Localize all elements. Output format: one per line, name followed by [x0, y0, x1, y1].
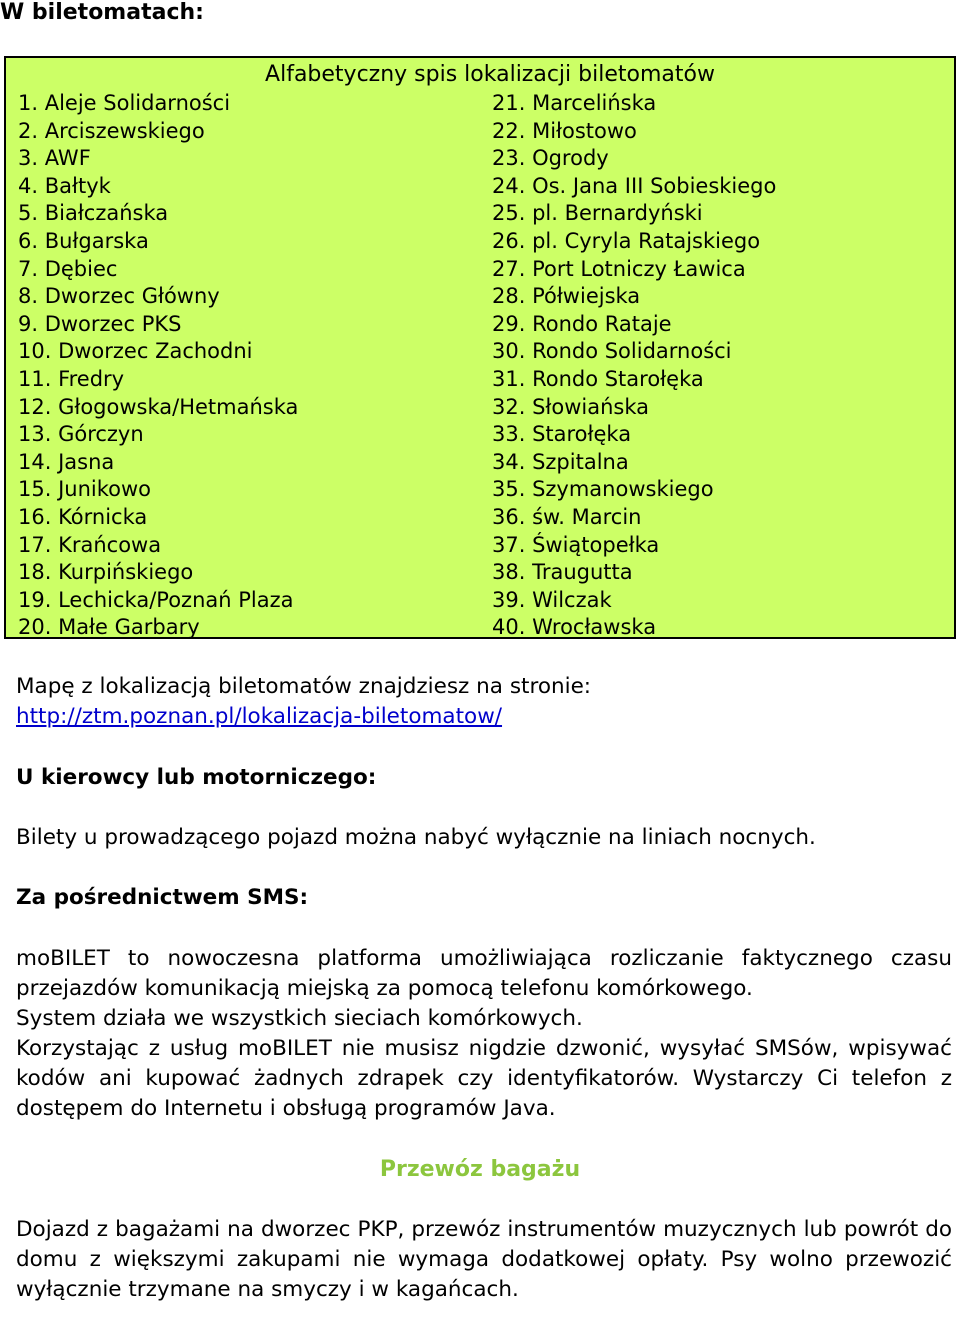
- location-item: 24. Os. Jana III Sobieskiego: [492, 173, 777, 198]
- location-item: 17. Krańcowa: [18, 532, 162, 557]
- location-item: 40. Wrocławska: [492, 615, 657, 640]
- location-item: 13. Górczyn: [18, 422, 144, 447]
- sms-paragraph-1: moBILET to nowoczesna platforma umożliwiająca rozliczanie faktycznego czasu przejazdów komunikacją miejską za pomocą telefonu komórkowego.: [16, 946, 952, 1001]
- sms-paragraph-3: Korzystając z usług moBILET nie musisz nigdzie dzwonić, wysyłać SMSów, wpisywać kodów ani kupować żadnych zdrapek czy identyfikatorów. Wystarczy Ci telefon z dostępem do Internetu i obsługą programów Java.: [16, 1036, 952, 1121]
- location-item: 20. Małe Garbary: [18, 615, 200, 640]
- location-item: 18. Kurpińskiego: [18, 560, 194, 585]
- location-item: 37. Świątopełka: [492, 532, 660, 557]
- location-item: 25. pl. Bernardyński: [492, 201, 703, 226]
- location-item: 38. Traugutta: [492, 560, 633, 585]
- location-item: 21. Marcelińska: [492, 91, 657, 115]
- location-item: 3. AWF: [18, 146, 91, 171]
- ticket-machine-locations-table: [4, 56, 956, 639]
- location-item: 12. Głogowska/Hetmańska: [18, 394, 299, 419]
- location-item: 11. Fredry: [18, 366, 125, 391]
- location-item: 9. Dworzec PKS: [18, 311, 182, 336]
- baggage-text: Dojazd z bagażami na dworzec PKP, przewóz instrumentów muzycznych lub powrót do domu z większymi zakupami nie wymaga dodatkowej opłaty. Psy wolno przewozić wyłącznie trzymane na smyczy i w kagańcach.: [16, 1217, 952, 1302]
- location-item: 26. pl. Cyryla Ratajskiego: [492, 228, 761, 253]
- location-item: 28. Półwiejska: [492, 284, 641, 309]
- location-item: 10. Dworzec Zachodni: [18, 339, 253, 364]
- driver-text: Bilety u prowadzącego pojazd można nabyć wyłącznie na liniach nocnych.: [16, 825, 816, 850]
- location-item: 19. Lechicka/Poznań Plaza: [18, 587, 294, 612]
- location-item: 31. Rondo Starołęka: [492, 366, 704, 391]
- location-item: 30. Rondo Solidarności: [492, 339, 732, 364]
- baggage-heading: Przewóz bagażu: [379, 1157, 581, 1182]
- location-item: 5. Białczańska: [18, 201, 169, 226]
- location-item: 34. Szpitalna: [492, 449, 629, 474]
- location-item: 4. Bałtyk: [18, 173, 111, 198]
- location-item: 7. Dębiec: [18, 256, 118, 281]
- location-item: 36. św. Marcin: [492, 504, 642, 529]
- location-item: 29. Rondo Rataje: [492, 311, 672, 336]
- map-link-line: [16, 702, 952, 732]
- location-item: 6. Bułgarska: [18, 228, 149, 253]
- map-info-text: Mapę z lokalizacją biletomatów znajdziesz na stronie:: [16, 674, 592, 699]
- driver-heading: U kierowcy lub motorniczego:: [16, 765, 377, 790]
- location-item: 23. Ogrody: [492, 146, 609, 171]
- locations-list-left: [18, 90, 298, 642]
- location-item: 2. Arciszewskiego: [18, 118, 205, 143]
- sms-paragraph-2: System działa we wszystkich sieciach komórkowych.: [16, 1006, 583, 1031]
- location-item: 27. Port Lotniczy Ławica: [492, 256, 746, 281]
- section-heading-ticket-machines: W biletomatach:: [0, 0, 204, 25]
- location-item: 39. Wilczak: [492, 587, 612, 612]
- location-item: 32. Słowiańska: [492, 394, 650, 419]
- location-item: 22. Miłostowo: [492, 118, 637, 143]
- location-item: 33. Starołęka: [492, 422, 632, 447]
- location-item: 8. Dworzec Główny: [18, 284, 220, 309]
- location-item: 14. Jasna: [18, 449, 115, 474]
- sms-heading: Za pośrednictwem SMS:: [16, 885, 309, 910]
- table-title: Alfabetyczny spis lokalizacji biletomatów: [265, 62, 715, 87]
- location-item: 35. Szymanowskiego: [492, 477, 714, 502]
- location-item: 15. Junikowo: [18, 477, 152, 502]
- location-item: 1. Aleje Solidarności: [18, 91, 231, 115]
- location-item: 16. Kórnicka: [18, 504, 148, 529]
- map-link[interactable]: http://ztm.poznan.pl/lokalizacja-biletomatow/: [16, 704, 503, 729]
- locations-list-right: [492, 90, 776, 642]
